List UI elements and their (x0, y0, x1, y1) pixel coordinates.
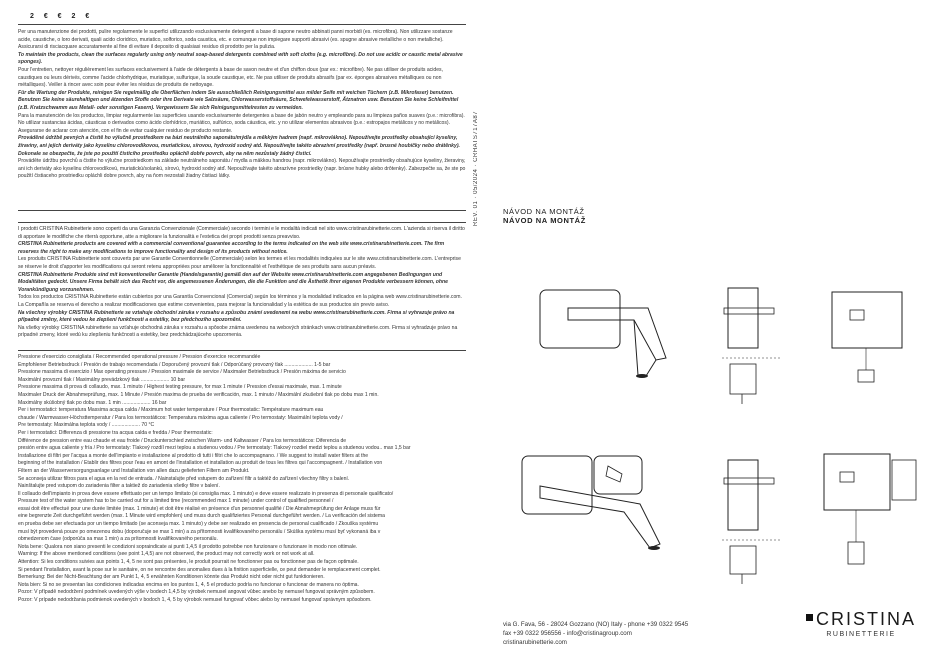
company-fax-email: fax +39 0322 956556 - info@cristinagroup.com (503, 630, 632, 637)
cleaning-cz: Prováděné údržbě pevných a čisttě ho výlučně prostředkem na bázi neutrálního saponátu/mýdla a měkkým hadrem (např. mikrovlákno). Nepoužívejte prostředky obsahující kyseliny, žíraviny, ani jejich deriváty jako kyselinu chlorovodíkovou, muriatickou, sírovou, hydroxid sodný atd. Nepoužívejte takéto abrazivní prostředky (např. brusné houbičky nebo drátěnky). Dokonale se obezpečte, že jste po použití čisticího prostředku opláchli dobře povrch, aby na něm nezůstaly žádný čisticí. (18, 135, 460, 157)
mixer-drawing-2 (520, 452, 690, 562)
cleaning-de: Für die Wartung der Produkte, reinigen Sie regelmäßig die Oberflächen indem Sie ausschließlich Reinigungsmittel aus milder Seife mit weichen Tüchern (z.B. Mikrofaser) benutzen. Benutzen Sie keine säurehaltigen und ätzenden Stoffe oder ihre Derivate wie Salzsäure, Chlorwasserstoffsäure, Schwefelwasserstoff, Ätznatron usw. Benutzen Sie keine Schleifmittel (z.B. Kratzschwamm aus Metall- oder sonstigen Fasern). Vergewissern Sie sich Reinigungsmittelresten zu vermeiden. (18, 89, 459, 111)
warranty-es: Todos los productos CRISTINA Rubinetterie están cubiertos por una Garantía Convencional (Comercial) según los términos y la modalidad indicados en la página web www.cristinarubinetterie.com. La Compañía se reserva el derecho a realizar modificaciones que estime convenientes, para mejorar la funcionalidad y la estética de sus productos sin previo aviso. (18, 294, 462, 308)
logo-subtitle: RUBINETTERIE (826, 631, 896, 638)
pressure-line: Il collaudo dell'impianto in prova deve essere effettuato per un tempo limitato (si consiglia max. 1 minuto) e deve essere realizzato in presenza di personale qualificato/ (18, 490, 394, 497)
pressure-line: presión entre agua caliente y fría / Pro termostaty: Tlakový rozdíl mezi teplou a studenou vodou / Pre termostaty: Tlakový rozdiel medzi teplou a studenou vodou.. max 1,5 bar (18, 445, 411, 452)
pressure-line: musí být provedená pouze po omezenou dobu (doporučuje se max 1 min) a za přítomnosti kvalifikovaného personálu / Skúška systému musí byť vykonaná iba v (18, 528, 381, 535)
logo-name: CRISTINA (816, 609, 917, 629)
company-address-block (503, 620, 688, 647)
cleaning-es: Para la manutención de los productos, limpiar regularmente las superficies usando exclusivamente detergentes a base de jabón neutro y empleando para su limpieza paños suaves (p.e.: microfibra). No utilizar sustancias ácidas, cáusticas o derivados como ácido clorhídrico, muriático, sulfúrico, soda cáustica, etc. y no utilizar elementos abrasivos (p.e.: estropajos metálicos y no metálicos). Asegurarse de aclarar con atención, con el fin de evitar cualquier residuo de producto restante. (18, 112, 465, 134)
pressure-line: Nota bien: Si no se presentan las condiciones indicadas encima en los puntos 1, 4, 5 el producto podría no funcionar o funcionar de manera no óptima. (18, 581, 359, 588)
pressure-line: Nota bene: Qualora non siano presenti le condizioni sopraindicate ai punti 1,4,5 il prodotto potrebbe non funzionare o funzionare in modo non ottimale. (18, 543, 358, 550)
pressure-line: Nainštalujte pred vstupom do zariadenia filter a taktiež do zariadenia všetky filtre v balení. (18, 483, 220, 490)
pressure-line: essai doit être effectué pour une durée limitée (max. 1 minute) et doit être réalisé en présence d'un personnel qualifié / Die Abnahmeprüfung der Anlage muss für (18, 505, 381, 512)
warranty-en: CRISTINA Rubinetterie products are covered with a commercial conventional guarantee according to the terms indicated on the web site www.cristinarubinetterie.com. The firm reserves the right to make any modifications to improve functionality and design of its products without notice. (18, 241, 445, 255)
cleaning-it: Per una manutenzione dei prodotti, pulire regolarmente le superfici utilizzando esclusivamente detergenti a base di sapone neutro abbinati panni morbidi (es. microfibra). Non utilizzare sostanze acide, caustiche, o loro derivati, quali acido cloridrico, muriatico, solforico, soda caustica, etc. e comunque non impiegare supporti abrasivi (es. spugne abrasive metalliche o non metalliche). Assicurarsi di risciacquare accuratamente al fine di evitare il deposito di qualsiasi residuo di prodotto per la pulizia. (18, 29, 453, 51)
title-secondary: NÁVOD NA MONTÁŽ (503, 216, 586, 225)
cleaning-sk: Prováděte údržbu povrchů a čistite ho výlučne prostriedkom na základe neutrálneho saponátu / mydla a mäkkou handrou (napr. mikrovlákno). Nepoužívajte prostriedky obsahujúce kyseliny, žieraviny, ani ich deriváty ako kyselinu chlorovodíkovú, muriatickú/solankú, sírovú, hydroxid sodný atď. Nepoužívajte takéto abrazívne prostriedky (napr. brúsne hubky alebo drôtenky). Zabezpečte sa, že ste po použití čistiaceho prostriedku opláchli dobre povrch, aby na ňom nezostali žiadny čistiaci látky. (18, 158, 466, 180)
pressure-line: Si pendant l'installation, avant la pose sur le sanitaire, on ne rencontre des anomalies dues à la finition superficielle, ce peut demander le remplacement complet. (18, 566, 381, 573)
mixer-side-view-1 (720, 278, 790, 408)
warranty-it: I prodotti CRISTINA Rubinetterie sono coperti da una Garanzia Convenzionale (Commerciale) secondo i termini e le modalità indicati nel sito www.cristinarubinetterie.com. L'azienda si riserva il diritto di apportare le modifiche che riterrà opportune, atte a migliorare la funzionalità e l'estetica dei propri prodotti senza preavviso. (18, 226, 465, 240)
mixer-front-view-2 (822, 452, 922, 582)
pressure-line: Maximaler Druck der Abnahmeprüfung, max. 1 Minute / Presión maxima de prueba de verificación, max. 1 minuto / Maximální zkušební tlak po dobu max 1 min. (18, 391, 379, 398)
warranty-de: CRISTINA Rubinetterie Produkte sind mit konventioneller Garantie (Handelsgarantie) gemäß den auf der Website www.cristinarubinetterie.com angegebenen Bedingungen und Modalitäten gedeckt. Unsere Firma behält sich das Recht vor, die angemessenen Änderungen, die die Funktion und die Ästhetik ihrer eigenen Produkte verbessern können, ohne Vorankündigung vorzunehmen. (18, 271, 448, 293)
divider (18, 24, 466, 25)
pressure-section (18, 354, 466, 654)
logo-square-icon (806, 614, 813, 621)
pressure-line: Se aconseja utilizar filtros para el agua en la red de entrada. / Nainstalujte před vstupem do zařízení filtr a taktéž do zařízení všechny filtry s balení. (18, 475, 350, 482)
pressure-line: Installazione di filtri per l'acqua a monte dell'impianto e installazione al prodotto di tutti i filtri che lo accompagnano. / We suggest to install water filters at the (18, 452, 369, 459)
divider (18, 222, 466, 223)
pressure-line: obmedzenom čase (odporúča sa max 1 min) a za prítomnosti kvalifikovaného personálu. (18, 536, 218, 543)
warranty-fr: Les produits CRISTINA Rubinetterie sont couverts par une Garantie Conventionnelle (Commerciale) selon les termes et les modalités indiquées sur le site www.cristinarubinetterie.com. L'entreprise se réserve le droit d'apporter les modifications qui seront retenu appropriées pour améliorer la fonctionnalité et l'esthétique de ses produits sans aucun préavis. (18, 256, 461, 270)
cleaning-section (18, 29, 466, 205)
pressure-line: Pozor: V případě nedodržení podmínek uvedených výše v bodech 1,4,5 by výrobek nemusel angovat vůbec anebo by nemusel fungovat správným způsobem. (18, 589, 375, 596)
pressure-line: Pozor: V prípade nedodržania podmienok uvedených v bodoch 1, 4, 5 by výrobok nemusel fungovať vôbec alebo by nemusel fungovať správnym spôsobom. (18, 597, 372, 603)
pressure-line: beginning of the installation / Établir des filtres pour l'eau en amont de l'installation et installation au produit de tous les filtres qui l'accompagnent. / Installation von (18, 460, 383, 467)
divider (18, 350, 466, 351)
pressure-line: Pre termostaty: Maximálna teplota vody / .................... 70 °C (18, 422, 155, 429)
pressure-line: en prueba debe ser efectuada por un tiempo limitado (se aconseja max. 1 minuto) y debe ser realizado en presencia de personal cualificado / Zkouška systému (18, 521, 379, 528)
divider (18, 210, 466, 211)
warranty-cz: Na všechny výrobky CRISTINA Rubinetterie se vztahuje obchodní záruka v rozsahu a způsobu známí uvedenemi na webu www.cristinarubinetterie.com. Firma si vyhrazuje právo na případné změny, které vedou ke zlepšení funkčnosti a estetiky, bez předchozího upozornění. (18, 309, 455, 324)
cleaning-en: To maintain the products, clean the surfaces regularly using only neutral soap-based detergents combined with soft cloths (e.g. microfibre). Do not use acidic or caustic metal abrasive sponges). (18, 51, 463, 66)
company-website: cristinarubinetterie.com (503, 639, 567, 646)
mixer-drawing-1 (538, 280, 678, 390)
pressure-line: eine begrenzte Zeit durchgeführt werden (max. 1 Minute wird empfohlen) und muss durch qualifiziertes Personal durchgeführt werden. / La verificación del sistema (18, 513, 385, 520)
pressure-line: chaude / Warmwasser-Höchsttemperatur / Para los termostáticos: Temperatura máxima agua caliente / Pro termostaty: Maximální teplota vody / (18, 414, 343, 421)
cristina-logo (806, 609, 916, 638)
pressure-line: Per i termostatici: Differenza di pressione tra acqua calda e fredda / Pour thermostatic: (18, 429, 213, 436)
company-address: via G. Fava, 56 - 28024 Gozzano (NO) Italy - phone +39 0322 9545 (503, 621, 689, 628)
warranty-section (18, 226, 466, 346)
cleaning-fr: Pour l'entretien, nettoyer régulièrement les surfaces exclusivement à l'aide de détergents à base de savon neutre et d'un chiffon doux (par ex.: microfibre). Ne pas utiliser de produits acides, caustiques ou leurs dérivés, comme l'acide chlorhydrique, muriatique, sulfurique, la soude caustique, etc. Ne pas utiliser de produits abrasifs (par ex. éponges abrasives métalliques ou non métalliques). Veiller à rincer avec soin pour éviter les résidus de produits de nettoyage. (18, 66, 443, 89)
pressure-line: Filtern an der Wasserversorgungsanlage und Installation von allen dazu gelieferten Filtern am Produkt. (18, 467, 250, 474)
mixer-side-view-2 (720, 450, 790, 590)
pressure-line: Maximálny skúšobný tlak po dobu max. 1 min .................... 16 bar (18, 399, 167, 406)
title-primary: NÁVOD NA MONTÁŽ (503, 207, 585, 216)
mixer-front-view-1 (830, 290, 910, 390)
pressure-line: Attention: Si les conditions suivies aux points 1, 4, 5 ne sont pas présentes, le produit pourrait ne fonctionner pas ou fonctionner pas de façon optimale. (18, 559, 359, 566)
pressure-line: Warning: If the above mentioned conditions (see point 1,4,5) are not observed, the product may not correctly work or not work at all. (18, 551, 315, 558)
header-code: 2 € € 2 € (30, 13, 94, 20)
pressure-line: Pressure test of the water system has to be carried out for a limited time (recommended max 1 minute) under control of qualified personnel / (18, 498, 334, 505)
pressure-line: Différence de pression entre eau chaude et eau froide / Druckunterschied zwischen Warm- und Kaltwasser / Para los termostáticos: Diferencia de (18, 437, 347, 444)
pressure-line: Bemerkung: Bei der Nicht-Beachtung der am Punkt 1, 4, 5 erwähnten Konditionen könnte das Produkt nicht oder nicht gut funktionieren. (18, 574, 325, 581)
pressure-line: Pressione massima di prova di collaudo, max. 1 minuto / Highest testing pressure, for max 1 minute / Pression d'essai maximale, max. 1 minute (18, 384, 342, 391)
pressure-line: Empfohlener Betriebsdruck / Presión de trabajo recomendada / Doporučený provozní tlak / Odporúčaný provozný tlak .................... 1-5 bar (18, 361, 331, 368)
pressure-line: Maximální provozní tlak / Maximálny prevádzkový tlak .................... 10 bar (18, 376, 186, 383)
pressure-line: Pressione massima di esercizio / Max operating pressure / Pression maximale de service / Maximaler Betriebsdruck / Presión máxima de servicio (18, 369, 346, 376)
warranty-sk: Na všetky výrobky CRISTINA rubinetterie sa vzťahuje obchodná záruka v rozsahu a spôsobe známa uvedenou na webových stránkach www.cristinarubinetterie.com. Firma si vyhradzuje právo na prípadné zmeny, ktoré vedú ku zlepšeniu funkčnosti a estetiky, bez predchádzajúceho upozornenia. (18, 324, 458, 339)
revision-code: REV. 01 · 05/2024 · CRHATS717A87 (473, 110, 479, 226)
pressure-line: Pressione d'esercizio consigliata / Recommended operational pressure / Pression d'exercice recommandée (18, 354, 261, 360)
pressure-line: Per i termostatici: temperatura Massima acqua calda / Maximum hot water temperature / Pour thermostatic: Température maximum eau (18, 407, 324, 414)
